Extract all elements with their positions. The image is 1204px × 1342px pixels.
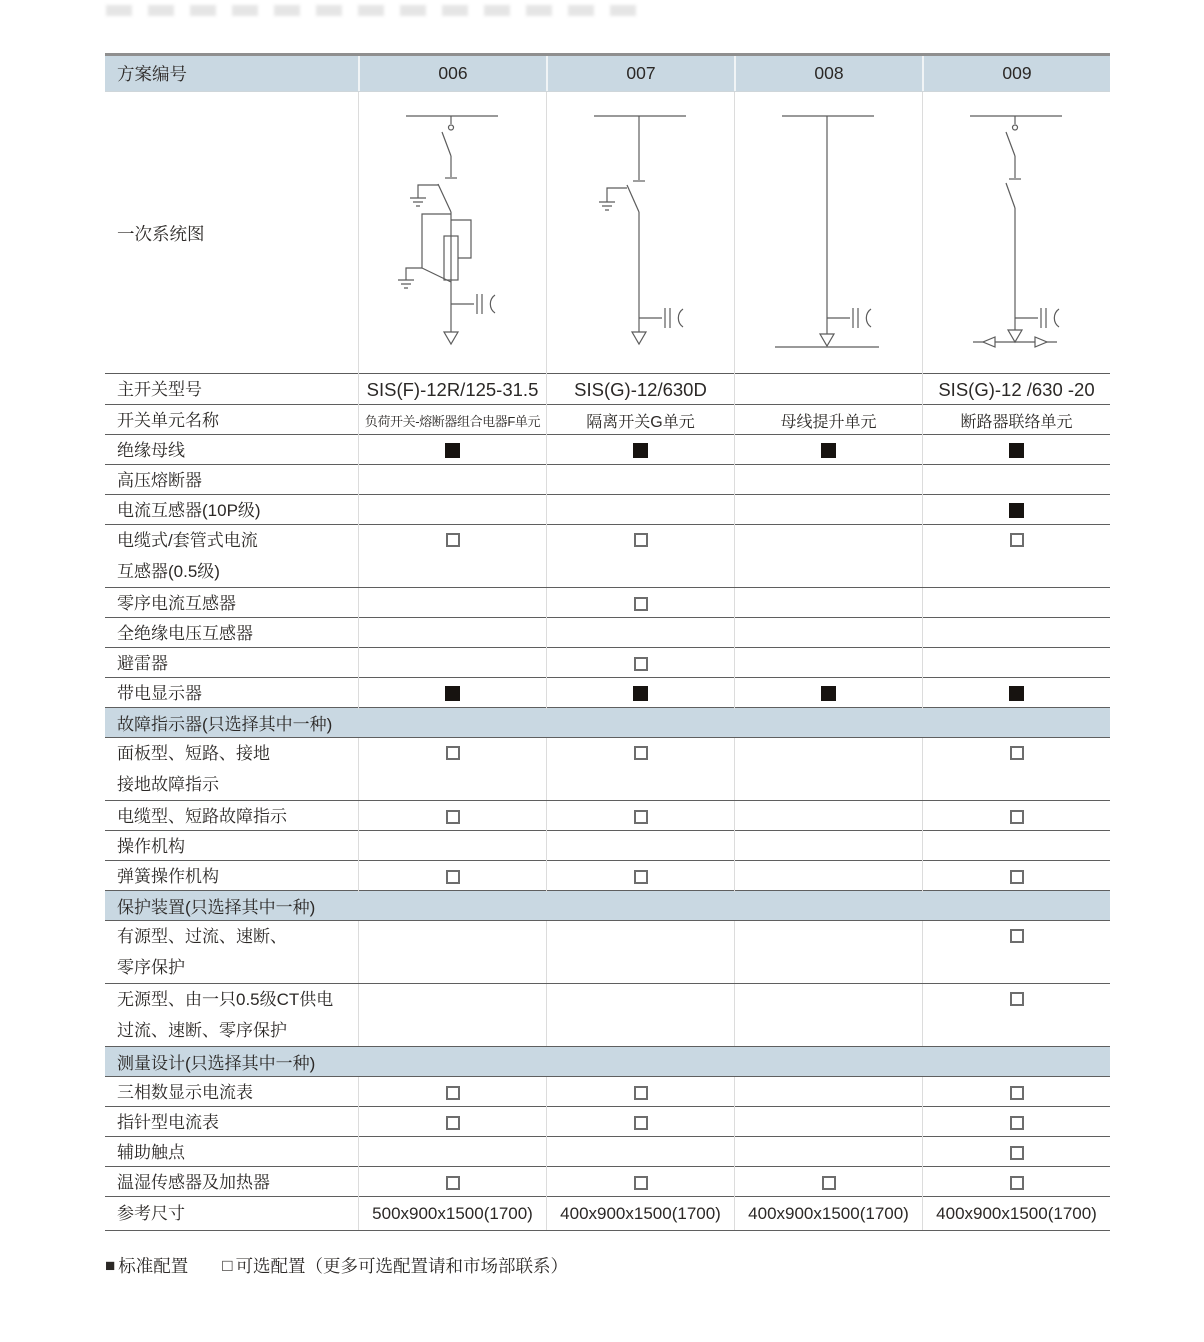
table-cell xyxy=(546,374,734,405)
standard-config-filled-square-icon xyxy=(1009,443,1024,458)
header-col-008: 008 xyxy=(734,56,922,91)
table-row xyxy=(105,1077,1110,1107)
optional-config-empty-square-icon xyxy=(1010,746,1024,760)
table-row xyxy=(105,861,1110,891)
optional-config-empty-square-icon xyxy=(446,533,460,547)
table-row xyxy=(105,1137,1110,1167)
config-table-body xyxy=(105,374,1110,1231)
diagram-row xyxy=(105,92,1110,374)
cell-text: 400x900x1500(1700) xyxy=(560,1203,721,1223)
table-row xyxy=(105,1107,1110,1137)
table-cell xyxy=(922,405,1110,436)
optional-config-empty-square-icon xyxy=(446,810,460,824)
table-cell xyxy=(922,1107,1110,1138)
table-cell xyxy=(922,678,1110,709)
header-col-006: 006 xyxy=(358,56,546,91)
optional-config-empty-square-icon xyxy=(446,1176,460,1190)
table-cell xyxy=(546,861,734,892)
standard-config-filled-square-icon xyxy=(821,443,836,458)
table-cell xyxy=(358,1077,546,1108)
table-cell xyxy=(734,831,922,862)
diagram-row-label: 一次系统图 xyxy=(117,223,205,244)
section-header xyxy=(105,708,1110,738)
table-cell xyxy=(734,648,922,679)
table-cell xyxy=(922,618,1110,649)
legend-standard-label: 标准配置 xyxy=(118,1256,189,1276)
table-cell xyxy=(734,678,922,709)
optional-config-empty-square-icon xyxy=(634,533,648,547)
row-label xyxy=(105,738,358,800)
section-header-label: 故障指示器(只选择其中一种) xyxy=(117,715,333,734)
table-cell xyxy=(734,618,922,649)
row-label-line1: 零序电流互感器 xyxy=(117,594,236,613)
row-label xyxy=(105,588,358,619)
table-cell xyxy=(358,495,546,526)
standard-config-filled-square-icon xyxy=(445,443,460,458)
header-col-009: 009 xyxy=(922,56,1110,91)
row-label xyxy=(105,435,358,466)
row-label xyxy=(105,1077,358,1108)
table-cell xyxy=(546,618,734,649)
optional-config-empty-square-icon xyxy=(1010,929,1024,943)
table-row xyxy=(105,801,1110,831)
table-cell xyxy=(546,738,734,800)
standard-config-filled-square-icon xyxy=(1009,686,1024,701)
table-cell xyxy=(546,405,734,436)
table-cell xyxy=(922,495,1110,526)
table-cell xyxy=(734,495,922,526)
table-cell xyxy=(358,678,546,709)
table-row xyxy=(105,1167,1110,1197)
table-cell xyxy=(546,1197,734,1230)
primary-diagram-006-icon xyxy=(358,92,546,374)
table-cell xyxy=(546,678,734,709)
table-cell xyxy=(922,1167,1110,1198)
table-cell xyxy=(358,801,546,832)
row-label-line1: 参考尺寸 xyxy=(117,1204,185,1223)
row-label-line1: 弹簧操作机构 xyxy=(117,867,219,886)
table-cell xyxy=(546,495,734,526)
table-cell xyxy=(358,1107,546,1138)
table-cell xyxy=(922,588,1110,619)
table-cell xyxy=(922,861,1110,892)
row-label-line1: 电缆式/套管式电流 xyxy=(117,531,258,550)
header-label: 方案编号 xyxy=(117,64,187,84)
table-cell xyxy=(922,525,1110,587)
table-cell xyxy=(922,1137,1110,1168)
row-label-line2: 过流、速断、零序保护 xyxy=(117,1021,287,1040)
row-label xyxy=(105,1137,358,1168)
optional-config-empty-square-icon xyxy=(1010,810,1024,824)
row-label-line1: 电流互感器(10P级) xyxy=(117,501,261,520)
optional-config-empty-square-icon xyxy=(634,810,648,824)
table-cell xyxy=(358,588,546,619)
table-cell xyxy=(734,374,922,405)
empty-square-icon: □ xyxy=(222,1255,233,1275)
row-label-line1: 温湿传感器及加热器 xyxy=(117,1173,270,1192)
row-label xyxy=(105,1197,358,1230)
row-label-line1: 开关单元名称 xyxy=(117,411,219,430)
row-label xyxy=(105,525,358,587)
table-cell xyxy=(358,374,546,405)
row-label xyxy=(105,921,358,983)
table-cell xyxy=(734,801,922,832)
standard-config-filled-square-icon xyxy=(633,686,648,701)
config-table xyxy=(105,53,1110,1231)
table-row xyxy=(105,984,1110,1047)
cropped-text-remnant xyxy=(106,5,651,16)
table-cell xyxy=(546,525,734,587)
table-cell xyxy=(546,588,734,619)
row-label xyxy=(105,618,358,649)
table-cell xyxy=(546,801,734,832)
row-label-line1: 无源型、由一只0.5级CT供电 xyxy=(117,990,334,1009)
cell-text: 负荷开关-熔断器组合电器F单元 xyxy=(364,414,541,429)
table-cell xyxy=(734,465,922,496)
table-row xyxy=(105,374,1110,405)
cell-text: SIS(G)-12 /630 -20 xyxy=(938,378,1095,400)
table-cell xyxy=(546,1077,734,1108)
table-row xyxy=(105,678,1110,708)
table-cell xyxy=(922,831,1110,862)
table-cell xyxy=(358,1167,546,1198)
table-row xyxy=(105,738,1110,801)
row-label-line2: 零序保护 xyxy=(117,958,185,977)
table-cell xyxy=(546,648,734,679)
table-cell xyxy=(358,405,546,436)
optional-config-empty-square-icon xyxy=(446,746,460,760)
table-cell xyxy=(734,1077,922,1108)
row-label xyxy=(105,648,358,679)
table-cell xyxy=(358,921,546,983)
table-cell xyxy=(358,1197,546,1230)
table-cell xyxy=(922,374,1110,405)
table-cell xyxy=(922,738,1110,800)
optional-config-empty-square-icon xyxy=(634,597,648,611)
row-label-line1: 电缆型、短路故障指示 xyxy=(117,807,287,826)
table-header-row xyxy=(105,56,1110,92)
row-label-line2: 接地故障指示 xyxy=(117,775,219,794)
table-row xyxy=(105,618,1110,648)
table-cell xyxy=(546,1107,734,1138)
optional-config-empty-square-icon xyxy=(1010,992,1024,1006)
section-header-label: 保护装置(只选择其中一种) xyxy=(117,898,316,917)
optional-config-empty-square-icon xyxy=(634,1086,648,1100)
row-label xyxy=(105,405,358,436)
row-label xyxy=(105,465,358,496)
row-label-line1: 有源型、过流、速断、 xyxy=(117,927,287,946)
optional-config-empty-square-icon xyxy=(822,1176,836,1190)
legend-optional-label: 可选配置（更多可选配置请和市场部联系） xyxy=(235,1256,569,1276)
row-label xyxy=(105,1167,358,1198)
table-cell xyxy=(922,435,1110,466)
table-row xyxy=(105,1197,1110,1231)
table-cell xyxy=(358,648,546,679)
cell-text: SIS(G)-12/630D xyxy=(574,378,707,400)
optional-config-empty-square-icon xyxy=(634,657,648,671)
table-row xyxy=(105,435,1110,465)
table-cell xyxy=(922,648,1110,679)
table-cell xyxy=(358,435,546,466)
section-header-label: 测量设计(只选择其中一种) xyxy=(117,1054,316,1073)
table-cell xyxy=(922,801,1110,832)
table-cell xyxy=(358,984,546,1046)
cell-text: 断路器联络单元 xyxy=(960,414,1073,431)
table-cell xyxy=(734,861,922,892)
row-label-line2: 互感器(0.5级) xyxy=(117,562,220,581)
table-cell xyxy=(358,738,546,800)
row-label xyxy=(105,984,358,1046)
table-row xyxy=(105,588,1110,618)
table-cell xyxy=(734,435,922,466)
optional-config-empty-square-icon xyxy=(634,870,648,884)
table-cell xyxy=(734,1167,922,1198)
table-cell xyxy=(734,588,922,619)
primary-diagram-007-icon xyxy=(546,92,734,374)
row-label-line1: 全绝缘电压互感器 xyxy=(117,624,253,643)
row-label-line1: 避雷器 xyxy=(117,654,168,673)
optional-config-empty-square-icon xyxy=(1010,1086,1024,1100)
row-label-line1: 绝缘母线 xyxy=(117,441,185,460)
table-cell xyxy=(546,1167,734,1198)
optional-config-empty-square-icon xyxy=(446,870,460,884)
row-label xyxy=(105,374,358,405)
table-cell xyxy=(734,525,922,587)
row-label-line1: 三相数显示电流表 xyxy=(117,1083,253,1102)
row-label xyxy=(105,1107,358,1138)
table-cell xyxy=(358,831,546,862)
table-cell xyxy=(546,435,734,466)
table-cell xyxy=(358,861,546,892)
row-label xyxy=(105,678,358,709)
legend xyxy=(105,1253,568,1278)
table-row xyxy=(105,831,1110,861)
optional-config-empty-square-icon xyxy=(1010,1116,1024,1130)
table-cell xyxy=(358,525,546,587)
table-cell xyxy=(734,405,922,436)
table-cell xyxy=(922,1197,1110,1230)
row-label-line1: 高压熔断器 xyxy=(117,471,202,490)
row-label xyxy=(105,495,358,526)
cell-text: 母线提升单元 xyxy=(780,414,877,431)
primary-diagram-008-icon xyxy=(734,92,922,374)
row-label-line1: 指针型电流表 xyxy=(117,1113,219,1132)
header-col-007: 007 xyxy=(546,56,734,91)
table-cell xyxy=(358,1137,546,1168)
cell-text: 400x900x1500(1700) xyxy=(936,1203,1097,1223)
optional-config-empty-square-icon xyxy=(634,1116,648,1130)
table-cell xyxy=(546,984,734,1046)
table-cell xyxy=(734,984,922,1046)
standard-config-filled-square-icon xyxy=(445,686,460,701)
table-cell xyxy=(922,984,1110,1046)
table-cell xyxy=(358,465,546,496)
table-cell xyxy=(922,465,1110,496)
table-cell xyxy=(922,1077,1110,1108)
primary-diagram-009-icon xyxy=(922,92,1110,374)
table-row xyxy=(105,648,1110,678)
table-cell xyxy=(734,1137,922,1168)
table-row xyxy=(105,921,1110,984)
filled-square-icon: ■ xyxy=(105,1255,116,1275)
optional-config-empty-square-icon xyxy=(634,1176,648,1190)
section-header xyxy=(105,891,1110,921)
table-cell xyxy=(546,831,734,862)
row-label-line1: 面板型、短路、接地 xyxy=(117,744,270,763)
optional-config-empty-square-icon xyxy=(1010,1176,1024,1190)
row-label-line1: 主开关型号 xyxy=(117,380,202,399)
optional-config-empty-square-icon xyxy=(634,746,648,760)
cell-text: SIS(F)-12R/125-31.5 xyxy=(366,378,539,400)
table-cell xyxy=(546,921,734,983)
table-row xyxy=(105,465,1110,495)
row-label xyxy=(105,831,358,862)
table-cell xyxy=(546,1137,734,1168)
optional-config-empty-square-icon xyxy=(1010,533,1024,547)
table-cell xyxy=(546,465,734,496)
table-row xyxy=(105,405,1110,435)
table-cell xyxy=(358,618,546,649)
row-label xyxy=(105,801,358,832)
table-cell xyxy=(734,1107,922,1138)
optional-config-empty-square-icon xyxy=(446,1116,460,1130)
table-cell xyxy=(734,1197,922,1230)
table-row xyxy=(105,525,1110,588)
row-label-line1: 辅助触点 xyxy=(117,1143,185,1162)
table-row xyxy=(105,495,1110,525)
table-cell xyxy=(922,921,1110,983)
cell-text: 500x900x1500(1700) xyxy=(372,1203,533,1223)
row-label xyxy=(105,861,358,892)
standard-config-filled-square-icon xyxy=(821,686,836,701)
standard-config-filled-square-icon xyxy=(1009,503,1024,518)
optional-config-empty-square-icon xyxy=(1010,1146,1024,1160)
cell-text: 400x900x1500(1700) xyxy=(748,1203,909,1223)
table-cell xyxy=(734,738,922,800)
row-label-line1: 带电显示器 xyxy=(117,684,202,703)
row-label-line1: 操作机构 xyxy=(117,837,185,856)
table-cell xyxy=(734,921,922,983)
section-header xyxy=(105,1047,1110,1077)
cell-text: 隔离开关G单元 xyxy=(586,414,695,431)
standard-config-filled-square-icon xyxy=(633,443,648,458)
optional-config-empty-square-icon xyxy=(446,1086,460,1100)
optional-config-empty-square-icon xyxy=(1010,870,1024,884)
